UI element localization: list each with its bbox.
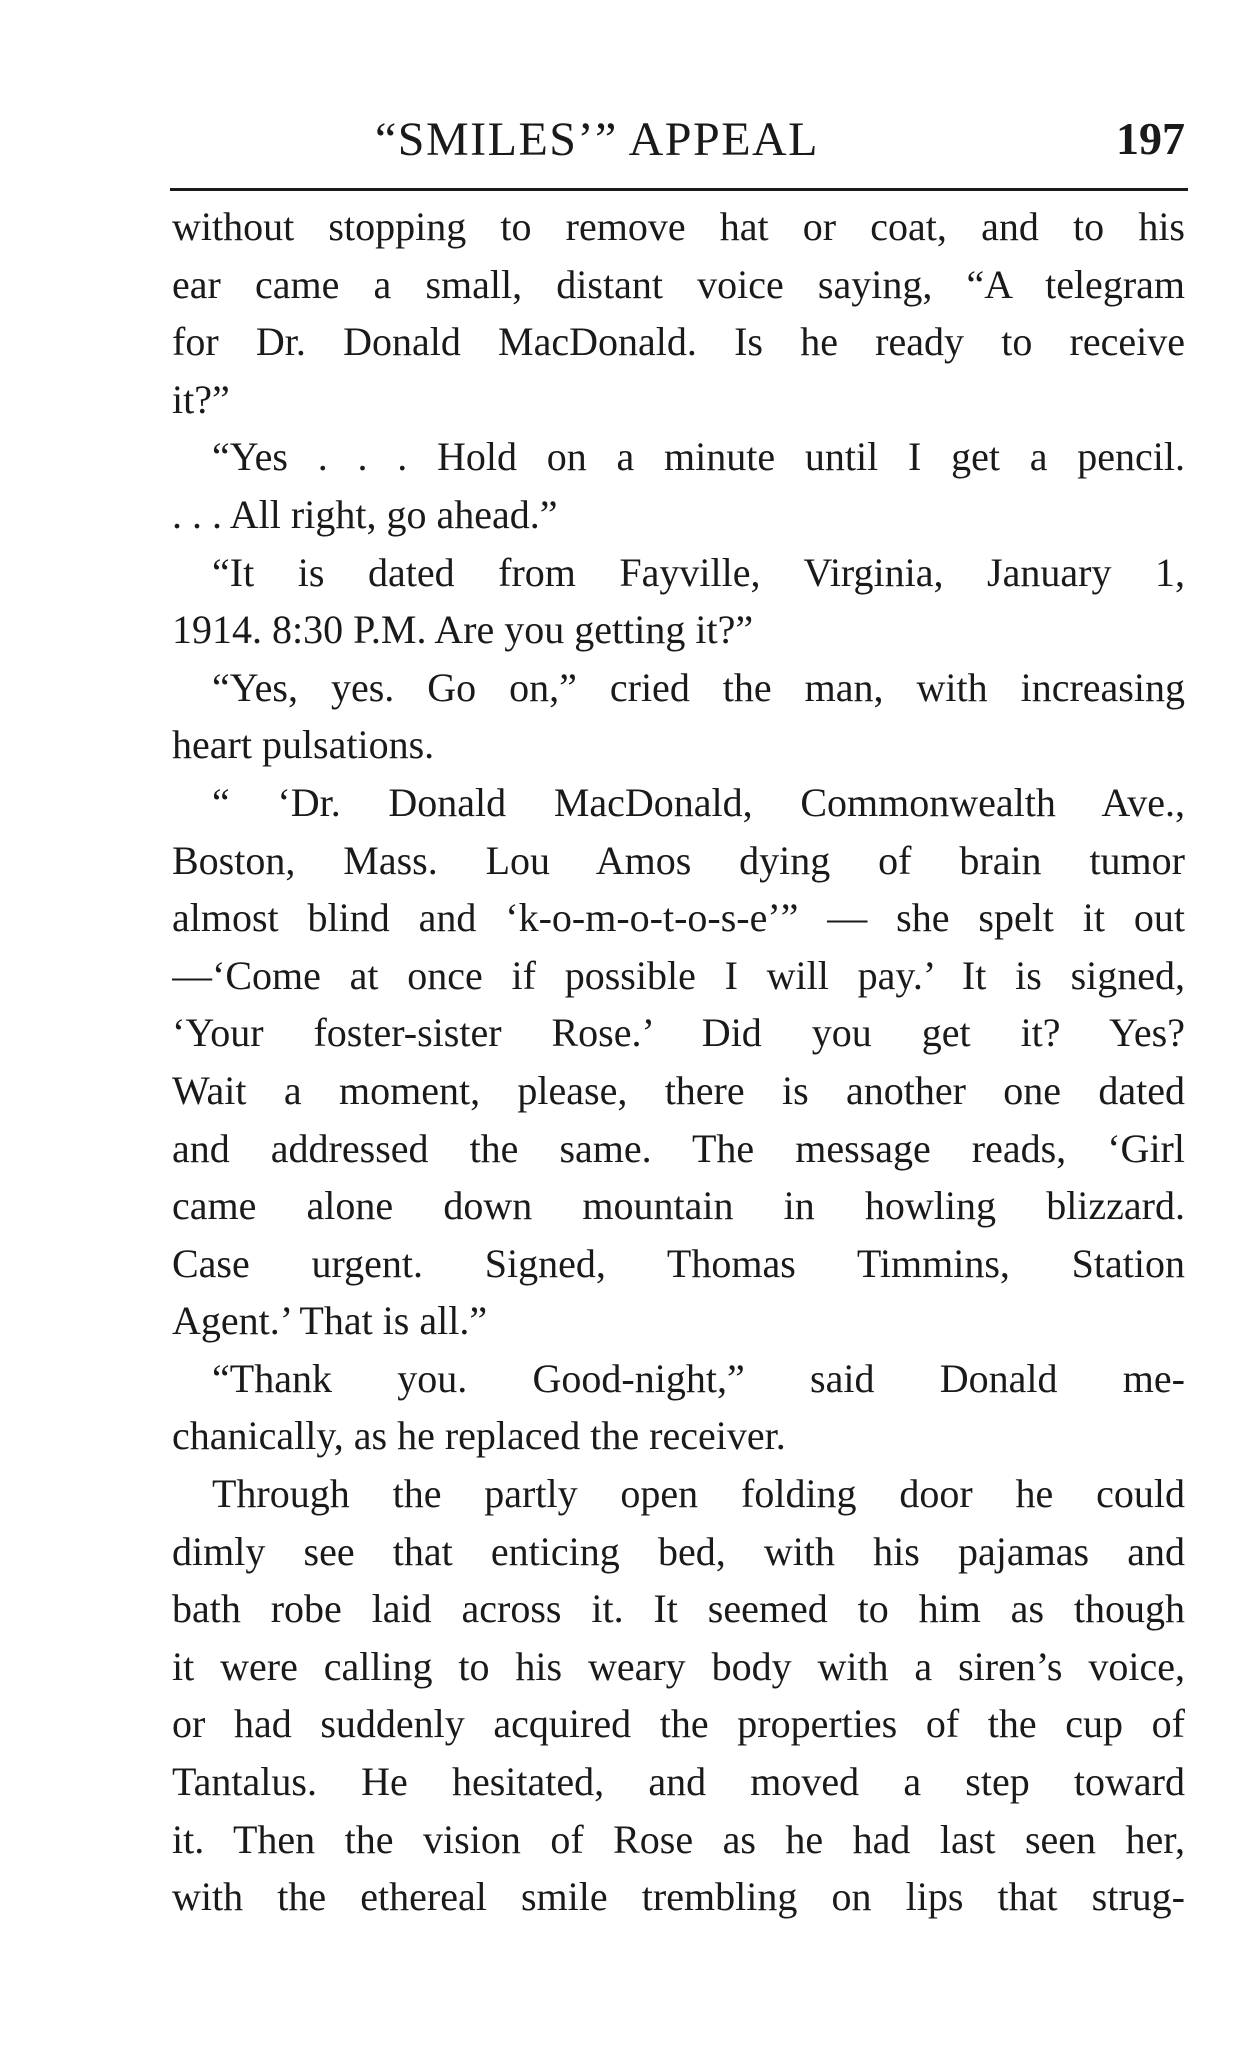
text-line: Case urgent. Signed, Thomas Timmins, Station xyxy=(172,1240,1185,1286)
text-line: chanically, as he replaced the receiver. xyxy=(172,1413,786,1459)
text-line: came alone down mountain in howling blizzard. xyxy=(172,1183,1185,1229)
text-line: Agent.’ That is all.” xyxy=(172,1298,488,1344)
page-number: 197 xyxy=(1116,113,1185,164)
text-line: ear came a small, distant voice saying, “A telegram xyxy=(172,261,1185,307)
text-line: Wait a moment, please, there is another one dated xyxy=(172,1067,1185,1113)
text-line: Boston, Mass. Lou Amos dying of brain tumor xyxy=(172,837,1185,883)
text-line: heart pulsations. xyxy=(172,722,435,768)
text-line: Through the partly open folding door he could xyxy=(212,1471,1185,1517)
text-line: without stopping to remove hat or coat, and to his xyxy=(172,204,1185,249)
text-line: bath robe laid across it. It seemed to him as though xyxy=(172,1586,1185,1632)
text-line: with the ethereal smile trembling on lips that strug- xyxy=(172,1874,1185,1920)
text-line: “Yes . . . Hold on a minute until I get a pencil. xyxy=(212,434,1185,480)
text-line: 1914. 8:30 P.M. Are you getting it?” xyxy=(172,607,754,653)
text-line: “Yes, yes. Go on,” cried the man, with increasing xyxy=(212,664,1185,710)
body-text xyxy=(172,198,1185,1926)
text-line: or had suddenly acquired the properties of the cup of xyxy=(172,1701,1185,1747)
text-line: dimly see that enticing bed, with his pajamas and xyxy=(172,1528,1185,1574)
text-line: Tantalus. He hesitated, and moved a step toward xyxy=(172,1759,1185,1805)
text-line: it. Then the vision of Rose as he had last seen her, xyxy=(172,1816,1185,1862)
text-line: . . . All right, go ahead.” xyxy=(172,491,558,537)
header-rule xyxy=(170,188,1188,191)
page-header xyxy=(170,112,1185,178)
text-line: “Thank you. Good-night,” said Donald me- xyxy=(212,1355,1185,1401)
text-line: almost blind and ‘k-o-m-o-t-o-s-e’” — she spelt it out xyxy=(172,895,1185,941)
text-line: it?” xyxy=(172,376,230,422)
text-line: it were calling to his weary body with a siren’s voice, xyxy=(172,1643,1185,1689)
text-line: ‘Your foster-sister Rose.’ Did you get it? Yes? xyxy=(172,1010,1185,1056)
text-line: —‘Come at once if possible I will pay.’ It is signed, xyxy=(172,952,1185,998)
running-title: “SMILES’” APPEAL xyxy=(375,113,819,166)
text-line: “It is dated from Fayville, Virginia, January 1, xyxy=(212,549,1185,595)
text-line: for Dr. Donald MacDonald. Is he ready to receive xyxy=(172,319,1185,365)
text-line: and addressed the same. The message reads, ‘Girl xyxy=(172,1125,1185,1171)
text-line: “ ‘Dr. Donald MacDonald, Commonwealth Ave., xyxy=(212,779,1185,825)
